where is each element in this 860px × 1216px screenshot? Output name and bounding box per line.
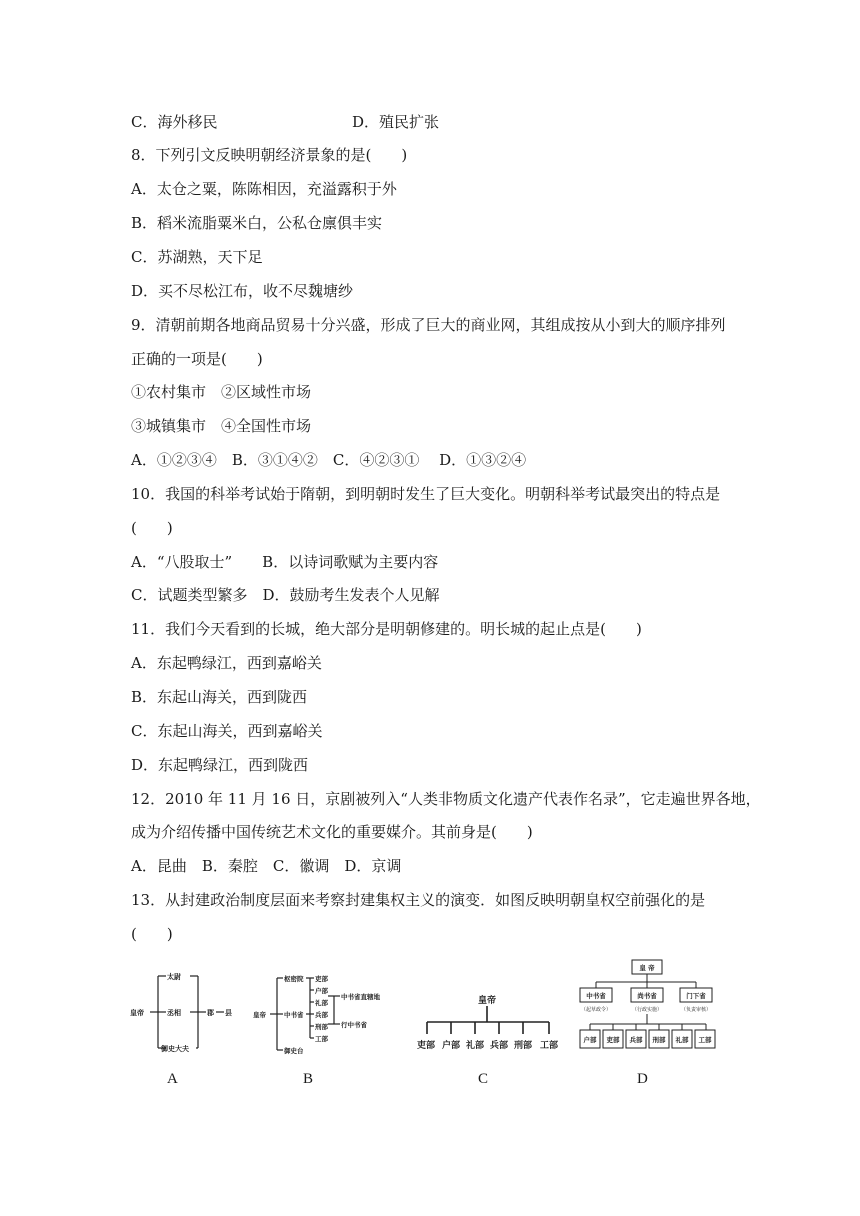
q8-option-c: C．苏湖熟，天下足 xyxy=(131,248,263,266)
figure-label-c: C xyxy=(478,1071,489,1087)
figure-label-d: D xyxy=(637,1071,648,1087)
fig-d-ministry: 工部 xyxy=(698,1036,712,1044)
q12-stem-line2: 成为介绍传播中国传统艺术文化的重要媒介。其前身是( ) xyxy=(131,823,533,841)
fig-d-ministry: 礼部 xyxy=(675,1036,689,1044)
q10-options-ab: A．“八股取士” B．以诗词歌赋为主要内容 xyxy=(131,553,439,571)
q9-items-1: ①农村集市 ②区域性市场 xyxy=(131,383,312,401)
fig-c-ministry: 兵部 xyxy=(489,1041,509,1051)
fig-c-ministry: 刑部 xyxy=(513,1041,533,1051)
fig-a-mid: 丞相 xyxy=(167,1009,181,1017)
fig-c-ministry: 吏部 xyxy=(416,1041,436,1051)
q8-option-a: A．太仓之粟，陈陈相因，充溢露积于外 xyxy=(131,180,397,198)
fig-b-top: 枢密院 xyxy=(284,975,304,983)
fig-b-right1: 中书省直辖地 xyxy=(341,993,380,1001)
fig-d-ministry: 刑部 xyxy=(652,1036,666,1044)
q12-options: A．昆曲 B．秦腔 C．徽调 D．京调 xyxy=(131,857,402,875)
fig-a-jun: 郡 xyxy=(207,1009,214,1017)
fig-d-province: 中书省 xyxy=(586,992,606,1000)
fig-d-emperor: 皇 帝 xyxy=(639,964,655,972)
fig-b-right2: 行中书省 xyxy=(341,1021,367,1029)
figure-label-a: A xyxy=(167,1071,178,1087)
q7-options xyxy=(131,112,439,132)
fig-a-emperor: 皇帝 xyxy=(130,1009,144,1017)
fig-a-xian: 县 xyxy=(225,1009,232,1017)
q10-stem-line2: ( ) xyxy=(131,519,173,537)
fig-c-ministry: 户部 xyxy=(441,1041,461,1051)
fig-b-mid: 中书省 xyxy=(284,1011,304,1019)
fig-c-ministry: 礼部 xyxy=(465,1041,485,1051)
fig-b-emperor: 皇帝 xyxy=(253,1011,266,1019)
q11-option-a: A．东起鸭绿江，西到嘉峪关 xyxy=(131,654,322,672)
fig-b-ministry: 刑部 xyxy=(315,1023,328,1031)
fig-c-emperor: 皇帝 xyxy=(477,996,497,1006)
fig-d-ministry: 户部 xyxy=(583,1036,597,1044)
fig-d-note: （负责审核） xyxy=(680,1007,712,1013)
q8-option-b: B．稻米流脂粟米白，公私仓廪俱丰实 xyxy=(131,214,383,232)
fig-c-ministry: 工部 xyxy=(539,1041,559,1051)
figure-d-diagram xyxy=(576,958,718,1056)
q9-stem-line2: 正确的一项是( ) xyxy=(131,350,263,368)
figure-label-b: B xyxy=(303,1071,314,1087)
q9-options: A．①②③④ B．③①④② C．④②③① D．①③②④ xyxy=(131,451,527,469)
q8-stem: 8．下列引文反映明朝经济景象的是( ) xyxy=(131,146,408,164)
q8-option-d: D．买不尽松江布，收不尽魏塘纱 xyxy=(131,282,354,300)
fig-b-ministry: 工部 xyxy=(315,1035,328,1043)
fig-d-ministry: 吏部 xyxy=(606,1036,620,1044)
q11-option-c: C．东起山海关，西到嘉峪关 xyxy=(131,722,323,740)
q12-stem-line1: 12．2010 年 11 月 16 日，京剧被列入“人类非物质文化遗产代表作名录”，它走遍世界各地， xyxy=(131,790,761,808)
figure-c-diagram xyxy=(415,994,559,1054)
q11-option-b: B．东起山海关，西到陇西 xyxy=(131,688,308,706)
fig-d-ministry: 兵部 xyxy=(629,1036,643,1044)
fig-d-province: 门下省 xyxy=(686,992,706,1000)
fig-b-ministry: 户部 xyxy=(315,987,328,995)
fig-b-bot: 御史台 xyxy=(284,1047,304,1055)
q11-stem: 11．我们今天看到的长城，绝大部分是明朝修建的。明长城的起止点是( ) xyxy=(131,620,642,638)
q7-option-d: D．殖民扩张 xyxy=(352,113,440,131)
q10-options-cd: C．试题类型繁多 D．鼓励考生发表个人见解 xyxy=(131,586,440,604)
q9-stem-line1: 9．清朝前期各地商品贸易十分兴盛，形成了巨大的商业网，其组成按从小到大的顺序排列 xyxy=(131,316,726,334)
q11-option-d: D．东起鸭绿江，西到陇西 xyxy=(131,756,309,774)
fig-b-ministry: 礼部 xyxy=(315,999,328,1007)
figure-a-diagram xyxy=(128,964,238,1058)
q9-items-2: ③城镇集市 ④全国性市场 xyxy=(131,417,312,435)
q13-stem-line2: ( ) xyxy=(131,925,173,943)
fig-d-note: （行政实施） xyxy=(631,1007,663,1013)
fig-b-ministry: 吏部 xyxy=(315,975,328,983)
q7-option-c: C．海外移民 xyxy=(131,113,218,131)
fig-b-ministry: 兵部 xyxy=(315,1011,328,1019)
fig-d-note: （起草政令） xyxy=(580,1007,612,1013)
fig-a-bot: 御史大夫 xyxy=(161,1045,189,1053)
q13-stem-line1: 13．从封建政治制度层面来考察封建集权主义的演变．如图反映明朝皇权空前强化的是 xyxy=(131,891,706,909)
figure-b-diagram xyxy=(252,966,402,1060)
fig-d-province: 尚书省 xyxy=(637,992,657,1000)
fig-a-top: 太尉 xyxy=(167,973,181,981)
q10-stem-line1: 10．我国的科举考试始于隋朝，到明朝时发生了巨大变化。明朝科举考试最突出的特点是 xyxy=(131,485,721,503)
